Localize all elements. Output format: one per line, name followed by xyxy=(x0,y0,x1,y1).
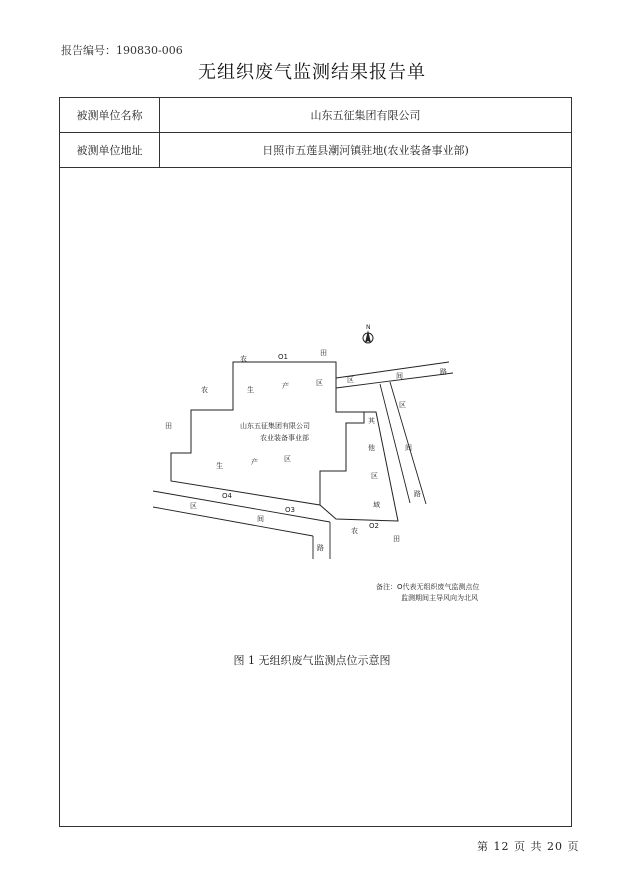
map-label: 田 xyxy=(165,422,172,430)
map-label: 产 xyxy=(282,382,289,390)
point-3-label: O3 xyxy=(285,506,295,514)
map-label: 域 xyxy=(373,501,380,509)
map-label: 间 xyxy=(396,372,403,380)
unit-name-label: 被测单位名称 xyxy=(60,98,160,132)
point-4-label: O4 xyxy=(222,492,232,500)
map-label: 田 xyxy=(393,535,400,543)
map-label: 路 xyxy=(317,544,324,552)
unit-address-value: 日照市五莲县潮河镇驻地(农业装备事业部) xyxy=(262,144,469,157)
company-name-line1: 山东五征集团有限公司 xyxy=(240,422,310,430)
map-label: 生 xyxy=(216,462,223,470)
north-label: N xyxy=(366,324,371,331)
report-title: 无组织废气监测结果报告单 xyxy=(198,62,426,83)
map-label: 区 xyxy=(347,376,354,384)
map-label: 产 xyxy=(251,458,258,466)
map-label: 农 xyxy=(240,355,247,363)
other-area-boundary xyxy=(320,412,398,521)
page-footer: 第 12 页 共 20 页 xyxy=(477,840,580,853)
unit-address-label: 被测单位地址 xyxy=(60,133,160,167)
unit-name-value: 山东五征集团有限公司 xyxy=(310,109,421,122)
map-label: 区 xyxy=(371,472,378,480)
legend-note-line2: 监测期间主导风向为北风 xyxy=(401,594,478,602)
report-number: 报告编号：190830-006 xyxy=(61,44,183,57)
point-1-label: O1 xyxy=(278,353,288,361)
map-label: 路 xyxy=(414,490,421,498)
map-label: 他 xyxy=(368,444,375,452)
point-2-label: O2 xyxy=(369,522,379,530)
figure-caption: 图 1 无组织废气监测点位示意图 xyxy=(233,654,391,667)
map-label: 区 xyxy=(284,455,291,463)
map-label: 农 xyxy=(201,386,208,394)
map-label: 区 xyxy=(399,401,406,409)
north-arrow-icon xyxy=(363,324,373,343)
legend-note-line1: 备注：O代表无组织废气监测点位 xyxy=(376,583,480,591)
map-label: 间 xyxy=(405,444,412,452)
map-label: 路 xyxy=(440,368,447,376)
road-edge xyxy=(153,491,330,522)
map-label: 生 xyxy=(247,386,254,394)
company-name-line2: 农业装备事业部 xyxy=(260,434,309,442)
map-label: 区 xyxy=(316,379,323,387)
map-label: 其 xyxy=(368,417,375,425)
map-label: 农 xyxy=(351,527,358,535)
map-label: 田 xyxy=(320,349,327,357)
road-edge xyxy=(390,382,426,504)
map-label: 区 xyxy=(190,502,197,510)
map-label: 间 xyxy=(257,515,264,523)
